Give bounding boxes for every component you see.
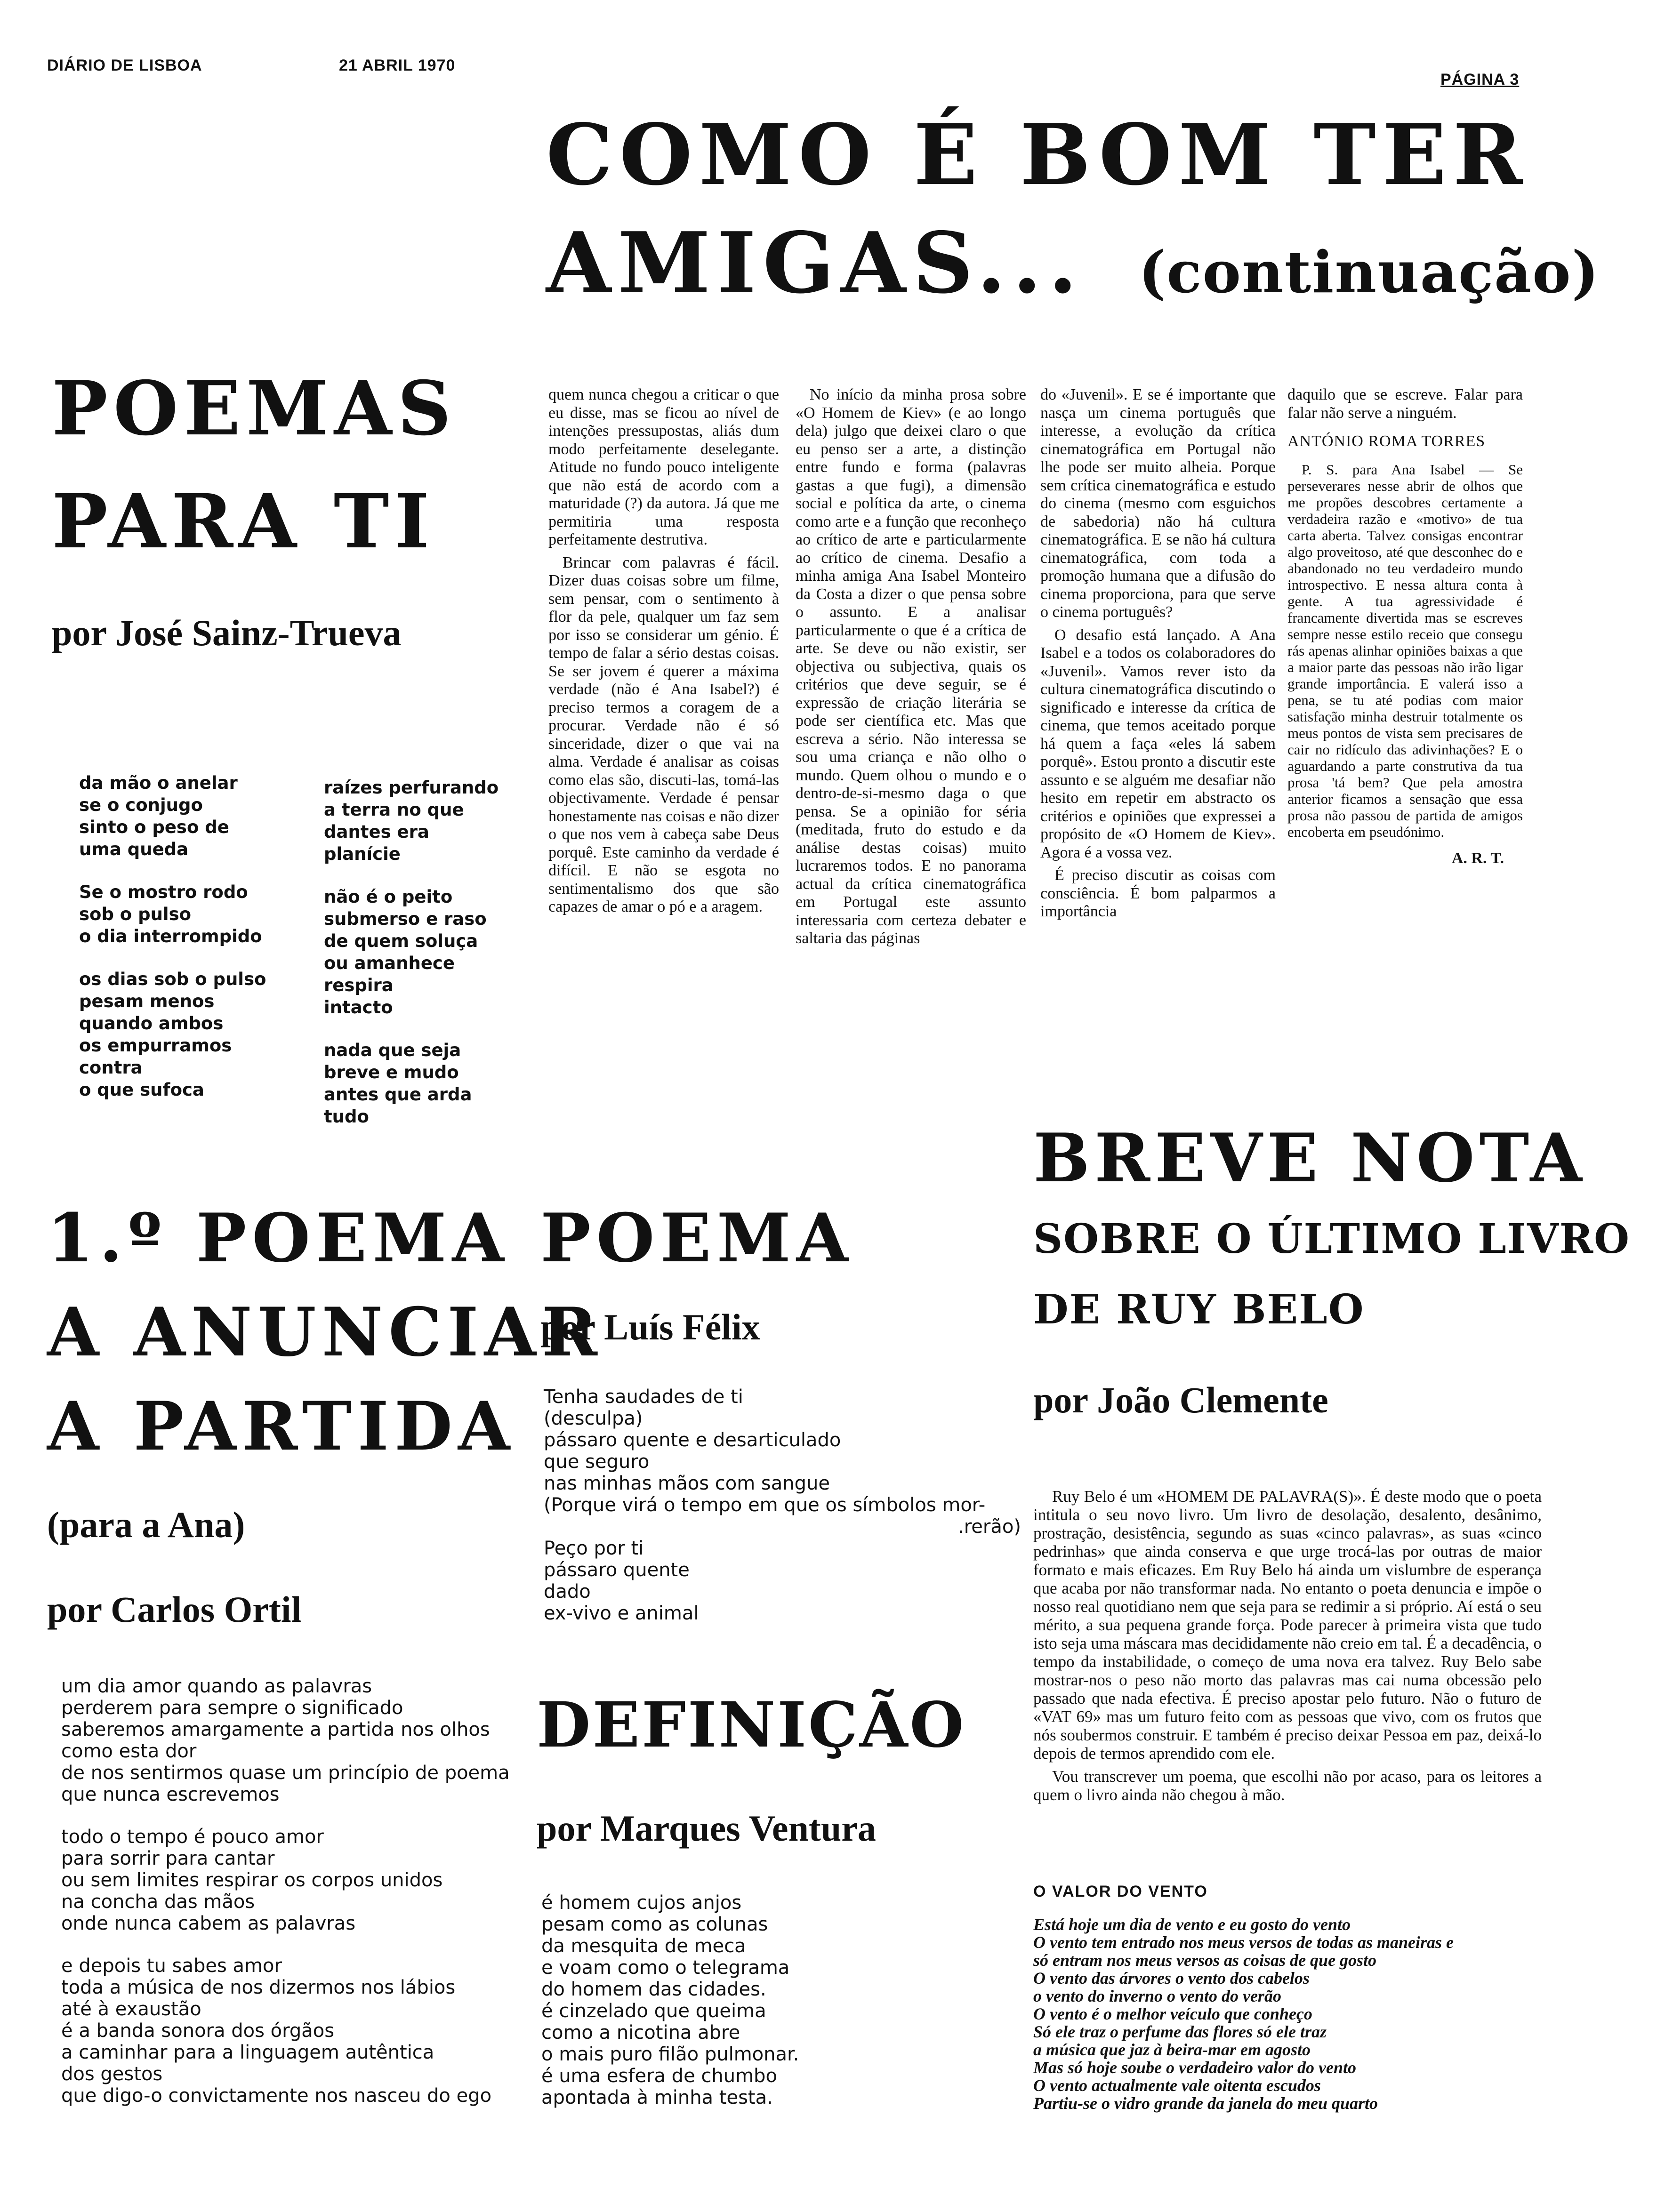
poem-line: é homem cujos anjos: [541, 1892, 742, 1914]
article-paragraph: Brincar com palavras é fácil. Dizer duas coisas sobre um filme, sem pensar, com o sentimento à flor da pele, qualquer um faz sem por isso se considerar um génio. É tempo de falar a sério destas coisas. Se ser jovem é querer a máxima verdade (não é Ana Isabel?) é preciso termos a coragem de a procurar. Verdade não é só sinceridade, dizer o que vai na alma. Verdade é analisar as coisas como elas são, discuti-las, tomá-las objectivamente. Verdade é pensar honestamente nas coisas e não dizer o que nos vem à cabeça sabe Deus porquê. Este caminho da verdade é difícil. E não se esgota no sentimentalismo dos que são capazes de amar o pó e a aragem.: [548, 553, 779, 915]
poem-line: da mesquita de meca: [541, 1935, 746, 1957]
breve-nota-body: [1033, 1487, 1542, 1809]
poem-line: só entram nos meus versos as coisas de que gosto: [1033, 1951, 1377, 1970]
poem-line: Tenha saudades de ti: [544, 1386, 743, 1408]
poem-line: do homem das cidades.: [541, 1979, 766, 2000]
poem-line: .rerão): [958, 1516, 1021, 1538]
poem-line: e voam como o telegrama: [541, 1957, 790, 1979]
main-headline-line2: [546, 214, 1600, 312]
poem-line: o vento do inverno o vento do verão: [1033, 1987, 1281, 2005]
main-headline-suffix: (continuação): [1138, 238, 1600, 306]
issue-date: 21 ABRIL 1970: [339, 56, 456, 74]
article-paragraph: O desafio está lançado. A Ana Isabel e a todos os colaboradores do «Juvenil». Vamos rever isto da cultura cinematográfica discutindo o significado e interesse da crítica de cinema, que temos aceitado porque há quem a faça «eles lá sabem porquê». Estou pronto a discutir este assunto e se alguém me desafiar não hesito em repetir em abstracto os critérios e opiniões que expressei a propósito de «O Homem de Kiev». Agora é a vossa vez.: [1040, 626, 1276, 861]
poem-stanza: raízes perfurando a terra no que dantes era planície: [324, 777, 499, 864]
breve-nota-subtitle-line2: DE RUY BELO: [1033, 1286, 1365, 1333]
main-headline-word: AMIGAS...: [546, 214, 1084, 312]
quoted-poem: [1033, 1915, 1560, 2112]
poem-line: apontada à minha testa.: [541, 2087, 773, 2108]
article-paragraph: do «Juvenil». E se é importante que nasça um cinema português que interesse, a evolução da crítica cinematográfica em Portugal não lhe pode ser muito alheia. Porque sem crítica cinematográfica e estudo do cinema (mesmo com esguichos de sabedoria) não há cultura cinematográfica. E se não há cultura cinematográfica, com toda a promoção humana que a difusão do cinema proporciona, para que serve o cinema português?: [1040, 386, 1276, 621]
poem-line: ex-vivo e animal: [544, 1603, 699, 1624]
poem-line: como a nicotina abre: [541, 2022, 740, 2044]
primeiro-poema-dedication: (para a Ana): [47, 1504, 245, 1545]
poem-line: nas minhas mãos com sangue: [544, 1473, 830, 1494]
poem-stanza: um dia amor quando as palavras perderem para sempre o significado saberemos amargamente a partida nos olhos como esta dor de nos sentirmos quase um princípio de poema que nunca escrevemos: [61, 1675, 510, 1805]
poem-line: é cinzelado que queima: [541, 2000, 766, 2022]
newspaper-name: DIÁRIO DE LISBOA: [47, 56, 202, 74]
primeiro-poema-title-line3: A PARTIDA: [47, 1387, 516, 1466]
article-paragraph: daquilo que se escreve. Falar para falar não serve a ninguém.: [1287, 386, 1523, 422]
poem-line: Está hoje um dia de vento e eu gosto do vento: [1033, 1915, 1351, 1934]
article-column-2: [796, 386, 1026, 953]
poem-line: pesam como as colunas: [541, 1914, 768, 1935]
poem-line: pássaro quente e desarticulado: [544, 1429, 841, 1451]
poem-line: (Porque virá o tempo em que os símbolos mor-: [544, 1494, 986, 1516]
breve-nota-title: BREVE NOTA: [1033, 1119, 1587, 1197]
poem-stanza: Se o mostro rodo sob o pulso o dia interrompido: [79, 882, 262, 946]
primeiro-poema-title-line2: A ANUNCIAR: [47, 1293, 603, 1371]
poem-line: pássaro quente: [544, 1559, 690, 1581]
definicao-text: [541, 1892, 993, 2108]
article-paragraph: No início da minha prosa sobre «O Homem de Kiev» (e ao longo dela) julgo que deixei claro o que eu penso ser a arte, a distinção entre fundo e forma (palavras gastas a que fugi), a dimensão social e política da arte, o cinema como arte e a função que reconheço ao crítico de arte e particularmente ao crítico de cinema. Desafio a minha amiga Ana Isabel Monteiro da Costa a dizer o que pensa sobre o assunto. E a analisar particularmente o que é a crítica de arte. Se deve ou não existir, ser objectiva ou subjectiva, quais os critérios que deve seguir, se é expressão de criação literária se pode ser científica etc. Mas que escreva a sério. Não interessa se sou uma criança e não olho o mundo. Quem olhou o mundo e o dentro-de-si-mesmo daga o que pensa. Se a opinião for séria (meditada, fruto do estudo e da análise destas coisas) muito lucraremos todos. E no panorama actual da crítica cinematográfica em Portugal este assunto interessaria com certeza debater e saltaria das páginas: [796, 386, 1026, 947]
article-column-4: [1287, 386, 1523, 867]
article-paragraph: Ruy Belo é um «HOMEM DE PALAVRA(S)». É deste modo que o poeta intitula o seu novo livro. Um livro de desolação, desalento, desânimo, prostração, desistência, segundo as suas «cinco palavras», as suas «cinco pedrinhas» que ainda conserva e que urge trocá-las por outras de maior formato e mais eficazes. Em Ruy Belo há ainda um vislumbre de esperança que acaba por não transformar nada. No entanto o poeta denuncia e impõe o nosso real quotidiano nem que seja para se redimir a si próprio. Aí está o seu mérito, a sua pequena grande força. Pode parecer à primeira vista que tudo isto seja uma máscara mas decididamente não creio em tal. É a decadência, o tempo da instabilidade, o começo de uma nova era talvez. Ruy Belo sabe mostrar-nos o peso não morto das palavras mas cai numa obcessão pelo passado que nada efectiva. É preciso apostar pelo futuro. Não o futuro de «VAT 69» mas um futuro feito com as pessoas que vivo, com os frutos que nós soubermos construir. E também é preciso deixar Pessoa em paz, deixá-lo depois de termos aprendido com ele.: [1033, 1487, 1542, 1763]
breve-nota-subtitle-line1: SOBRE O ÚLTIMO LIVRO: [1033, 1215, 1631, 1263]
poem-stanza: e depois tu sabes amor toda a música de nos dizermos nos lábios até à exaustão é a banda sonora dos órgãos a caminhar para a linguagem autêntica dos gestos que digo-o convictamente nos nasceu do ego: [61, 1955, 492, 2107]
poem-line: (desculpa): [544, 1408, 643, 1429]
definicao-byline: por Marques Ventura: [537, 1808, 876, 1849]
poemas-title-line2: PARA TI: [52, 478, 435, 565]
postscript: P. S. para Ana Isabel — Se perseverares nesse abrir de olhos que me propões descobres certamente a verdadeira razão e «motivo» de tua carta aberta. Talvez consigas encontrar algo proveitoso, até que desconhec do e abandonado no teu verdadeiro mundo introspectivo. E nessa altura conta à gente. A tua agressividade é francamente divertida mas se escreves sempre nesse estilo receio que consegu rás apenas alinhar opiniões baixas a que a maior parte das pessoas não irão ligar grande importância. E valerá isso a pena, se tu até podias com maior satisfação minha destruir totalmente os meus pontos de vista sem precisares de cair no ridículo das adivinhações? E o aguardando a parte construtiva da tua prosa 'tá bem? Que pela amostra anterior ficamos a sensação que essa prosa não passou de partida de amigos encoberta em pseudónimo.: [1287, 461, 1523, 840]
poemas-title-line1: POEMAS: [52, 365, 457, 452]
postscript-signature: A. R. T.: [1451, 849, 1504, 867]
primeiro-poema-text: [61, 1675, 570, 2127]
main-headline-line1: COMO É BOM TER: [546, 105, 1529, 204]
article-signature: ANTÓNIO ROMA TORRES: [1287, 433, 1486, 450]
poem-line: O vento é o melhor veículo que conheço: [1033, 2004, 1312, 2023]
page-number: PÁGINA 3: [1440, 71, 1520, 88]
poem-line: que seguro: [544, 1451, 650, 1473]
poem-line: é uma esfera de chumbo: [541, 2065, 777, 2087]
article-paragraph: É preciso discutir as coisas com consciência. É bom palparmos a importância: [1040, 866, 1276, 920]
article-column-3: [1040, 386, 1276, 926]
poem-stanza: todo o tempo é pouco amor para sorrir para cantar ou sem limites respirar os corpos unidos na concha das mãos onde nunca cabem as palavras: [61, 1826, 443, 1934]
article-paragraph: Vou transcrever um poema, que escolhi não por acaso, para os leitores a quem o livro ainda não chegou à mão.: [1033, 1767, 1542, 1804]
poem-stanza: não é o peito submerso e raso de quem soluça ou amanhece respira intacto: [324, 887, 487, 1018]
poemas-left-column: [79, 772, 305, 1122]
poem-line: Mas só hoje soube o verdadeiro valor do vento: [1033, 2058, 1356, 2077]
poema-felix-text: [544, 1386, 1021, 1624]
poem-line: O vento actualmente vale oitenta escudos: [1033, 2076, 1321, 2095]
poem-line: o mais puro filão pulmonar.: [541, 2044, 799, 2065]
poemas-byline: por José Sainz-Trueva: [52, 612, 402, 653]
poem-stanza: os dias sob o pulso pesam menos quando ambos os empurramos contra o que sufoca: [79, 969, 266, 1100]
poem-line: Peço por ti: [544, 1538, 644, 1559]
poem-line: dado: [544, 1581, 591, 1603]
poemas-right-column: [324, 777, 545, 1148]
article-column-1: [548, 386, 779, 921]
poema-felix-byline: por Luís Félix: [540, 1306, 760, 1347]
poem-line: O vento tem entrado nos meus versos de todas as maneiras e: [1033, 1933, 1454, 1952]
poem-stanza: nada que seja breve e mudo antes que arda tudo: [324, 1040, 472, 1127]
breve-nota-byline: por João Clemente: [1033, 1379, 1328, 1420]
article-paragraph: quem nunca chegou a criticar o que eu disse, mas se ficou ao nível de intenções pressupostas, aliás dum modo perfeitamente deselegante. Atitude no fundo pouco inteligente que não está de acordo com a maturidade (?) da autora. Já que me permitiria uma resposta perfeitamente destrutiva.: [548, 386, 779, 548]
definicao-title: DEFINIÇÃO: [537, 1689, 966, 1762]
quoted-poem-title: O VALOR DO VENTO: [1033, 1883, 1208, 1900]
poem-stanza: da mão o anelar se o conjugo sinto o peso de uma queda: [79, 773, 238, 859]
poem-line: Partiu-se o vidro grande da janela do meu quarto: [1033, 2094, 1378, 2113]
poem-line: a música que jaz à beira-mar em agosto: [1033, 2040, 1311, 2059]
poem-line: Só ele traz o perfume das flores só ele traz: [1033, 2022, 1327, 2041]
poema-felix-title: POEMA: [540, 1199, 854, 1277]
poem-line: O vento das árvores o vento dos cabelos: [1033, 1969, 1310, 1988]
primeiro-poema-byline: por Carlos Ortil: [47, 1589, 302, 1630]
primeiro-poema-title-line1: 1.º POEMA: [47, 1199, 510, 1277]
